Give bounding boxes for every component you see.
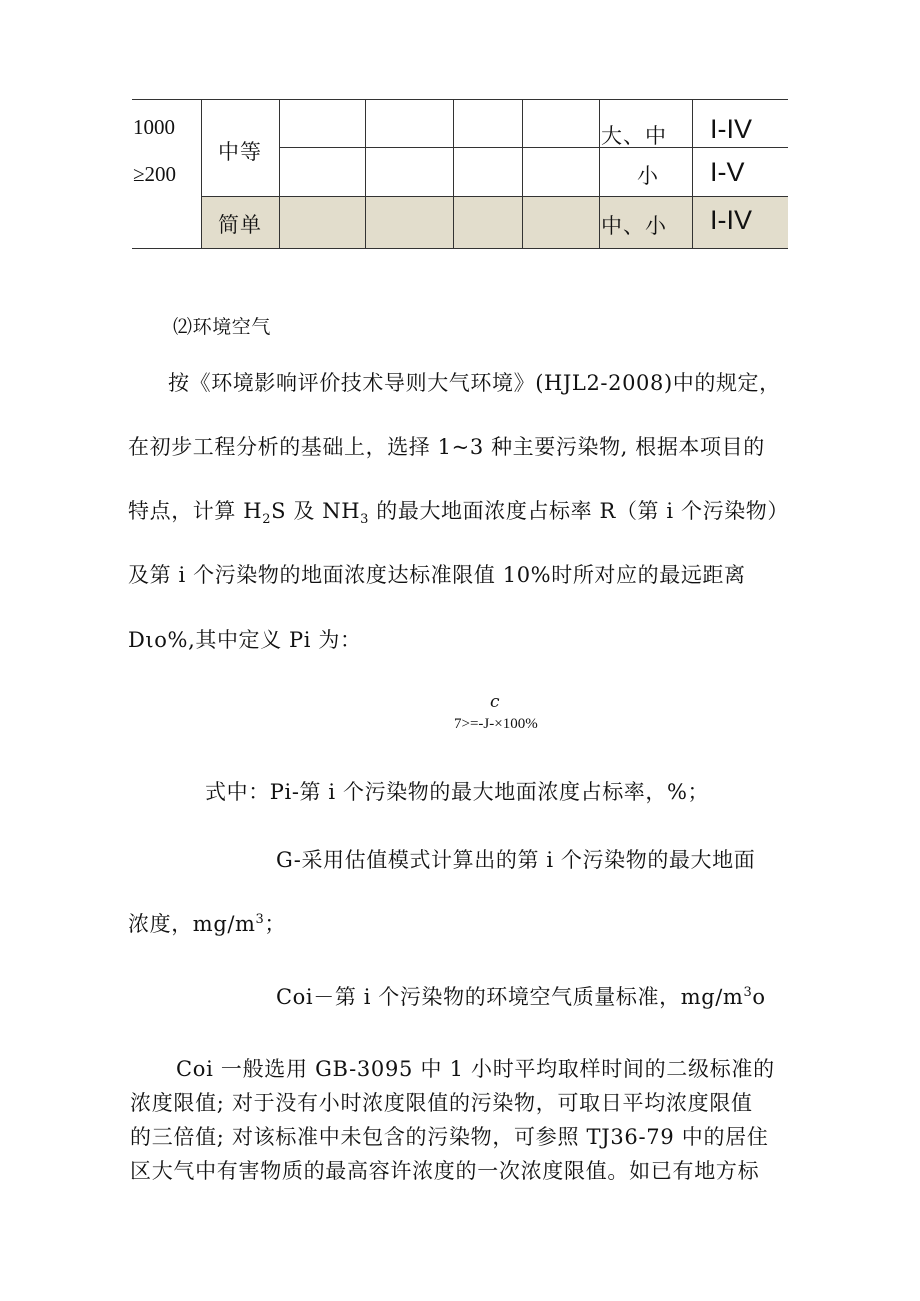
table-col-divider [365,99,366,249]
paragraph-line: 浓度限值; 对于没有小时浓度限值的污染物，可取日平均浓度限值 [130,1091,753,1115]
section-heading: ⑵环境空气 [173,316,272,338]
superscript: 3 [255,912,265,927]
table-col-divider [599,99,600,249]
formula-numerator: c [490,692,500,712]
superscript: 3 [743,985,753,1000]
paragraph-line: 的三倍值; 对该标准中未包含的污染物，可参照 TJ36-79 中的居住 [130,1125,769,1149]
definition-ci: G-采用估值模式计算出的第 i 个污染物的最大地面 [276,848,756,872]
grade-1-4: I-IV [710,114,753,144]
paragraph-line: 特点，计算 $H_2S$ 及 $NH_3$ 的最大地面浓度占标率 R（第 i 个污染物） [128,499,790,528]
table-row-divider [202,196,788,197]
paragraph-line: 在初步工程分析的基础上，选择 1~3 种主要污染物, 根据本项目的 [128,435,765,459]
classification-table [132,99,788,249]
size-medium-small: 中、小 [601,214,667,238]
grade-1-4-simple: I-IV [710,205,753,235]
grade-1-5: I-V [710,157,745,187]
size-small: 小 [637,164,659,188]
table-col-divider [279,99,280,249]
table-col-divider [201,99,202,249]
table-col-divider [453,99,454,249]
range-upper: 1000 [133,115,175,139]
paragraph-line: 及第 i 个污染物的地面浓度达标准限值 10%时所对应的最远距离 [128,563,746,587]
paragraph-line: 按《环境影响评价技术导则大气环境》(HJL2-2008)中的规定， [168,371,781,395]
size-large-medium: 大、中 [601,124,667,148]
table-col-divider [692,99,693,249]
table-bottom-border [132,248,788,249]
formula: 7>=-J-×100% [454,716,538,732]
subscript: 3 [360,512,369,528]
paragraph-line: Dιo%,其中定义 Pi 为： [128,628,362,652]
definition-ci-cont: 浓度，$mg/m^3$； [128,912,287,936]
range-lower: ≥200 [133,162,177,186]
definition-pi: 式中：Pi-第 i 个污染物的最大地面浓度占标率，%； [205,780,710,804]
complexity-medium: 中等 [218,140,262,164]
table-col-divider [522,99,523,249]
paragraph-line: Coi 一般选用 GB-3095 中 1 小时平均取样时间的二级标准的 [176,1057,775,1081]
shaded-row [202,197,788,248]
table-top-border [132,99,788,100]
subscript: 2 [262,512,272,528]
paragraph-line: 区大气中有害物质的最高容许浓度的一次浓度限值。如已有地方标 [130,1159,760,1183]
complexity-simple: 简单 [218,213,262,237]
table-row-divider [280,147,788,148]
definition-coi: Coi－第 i 个污染物的环境空气质量标准，$mg∕m^3o$ [276,985,766,1009]
